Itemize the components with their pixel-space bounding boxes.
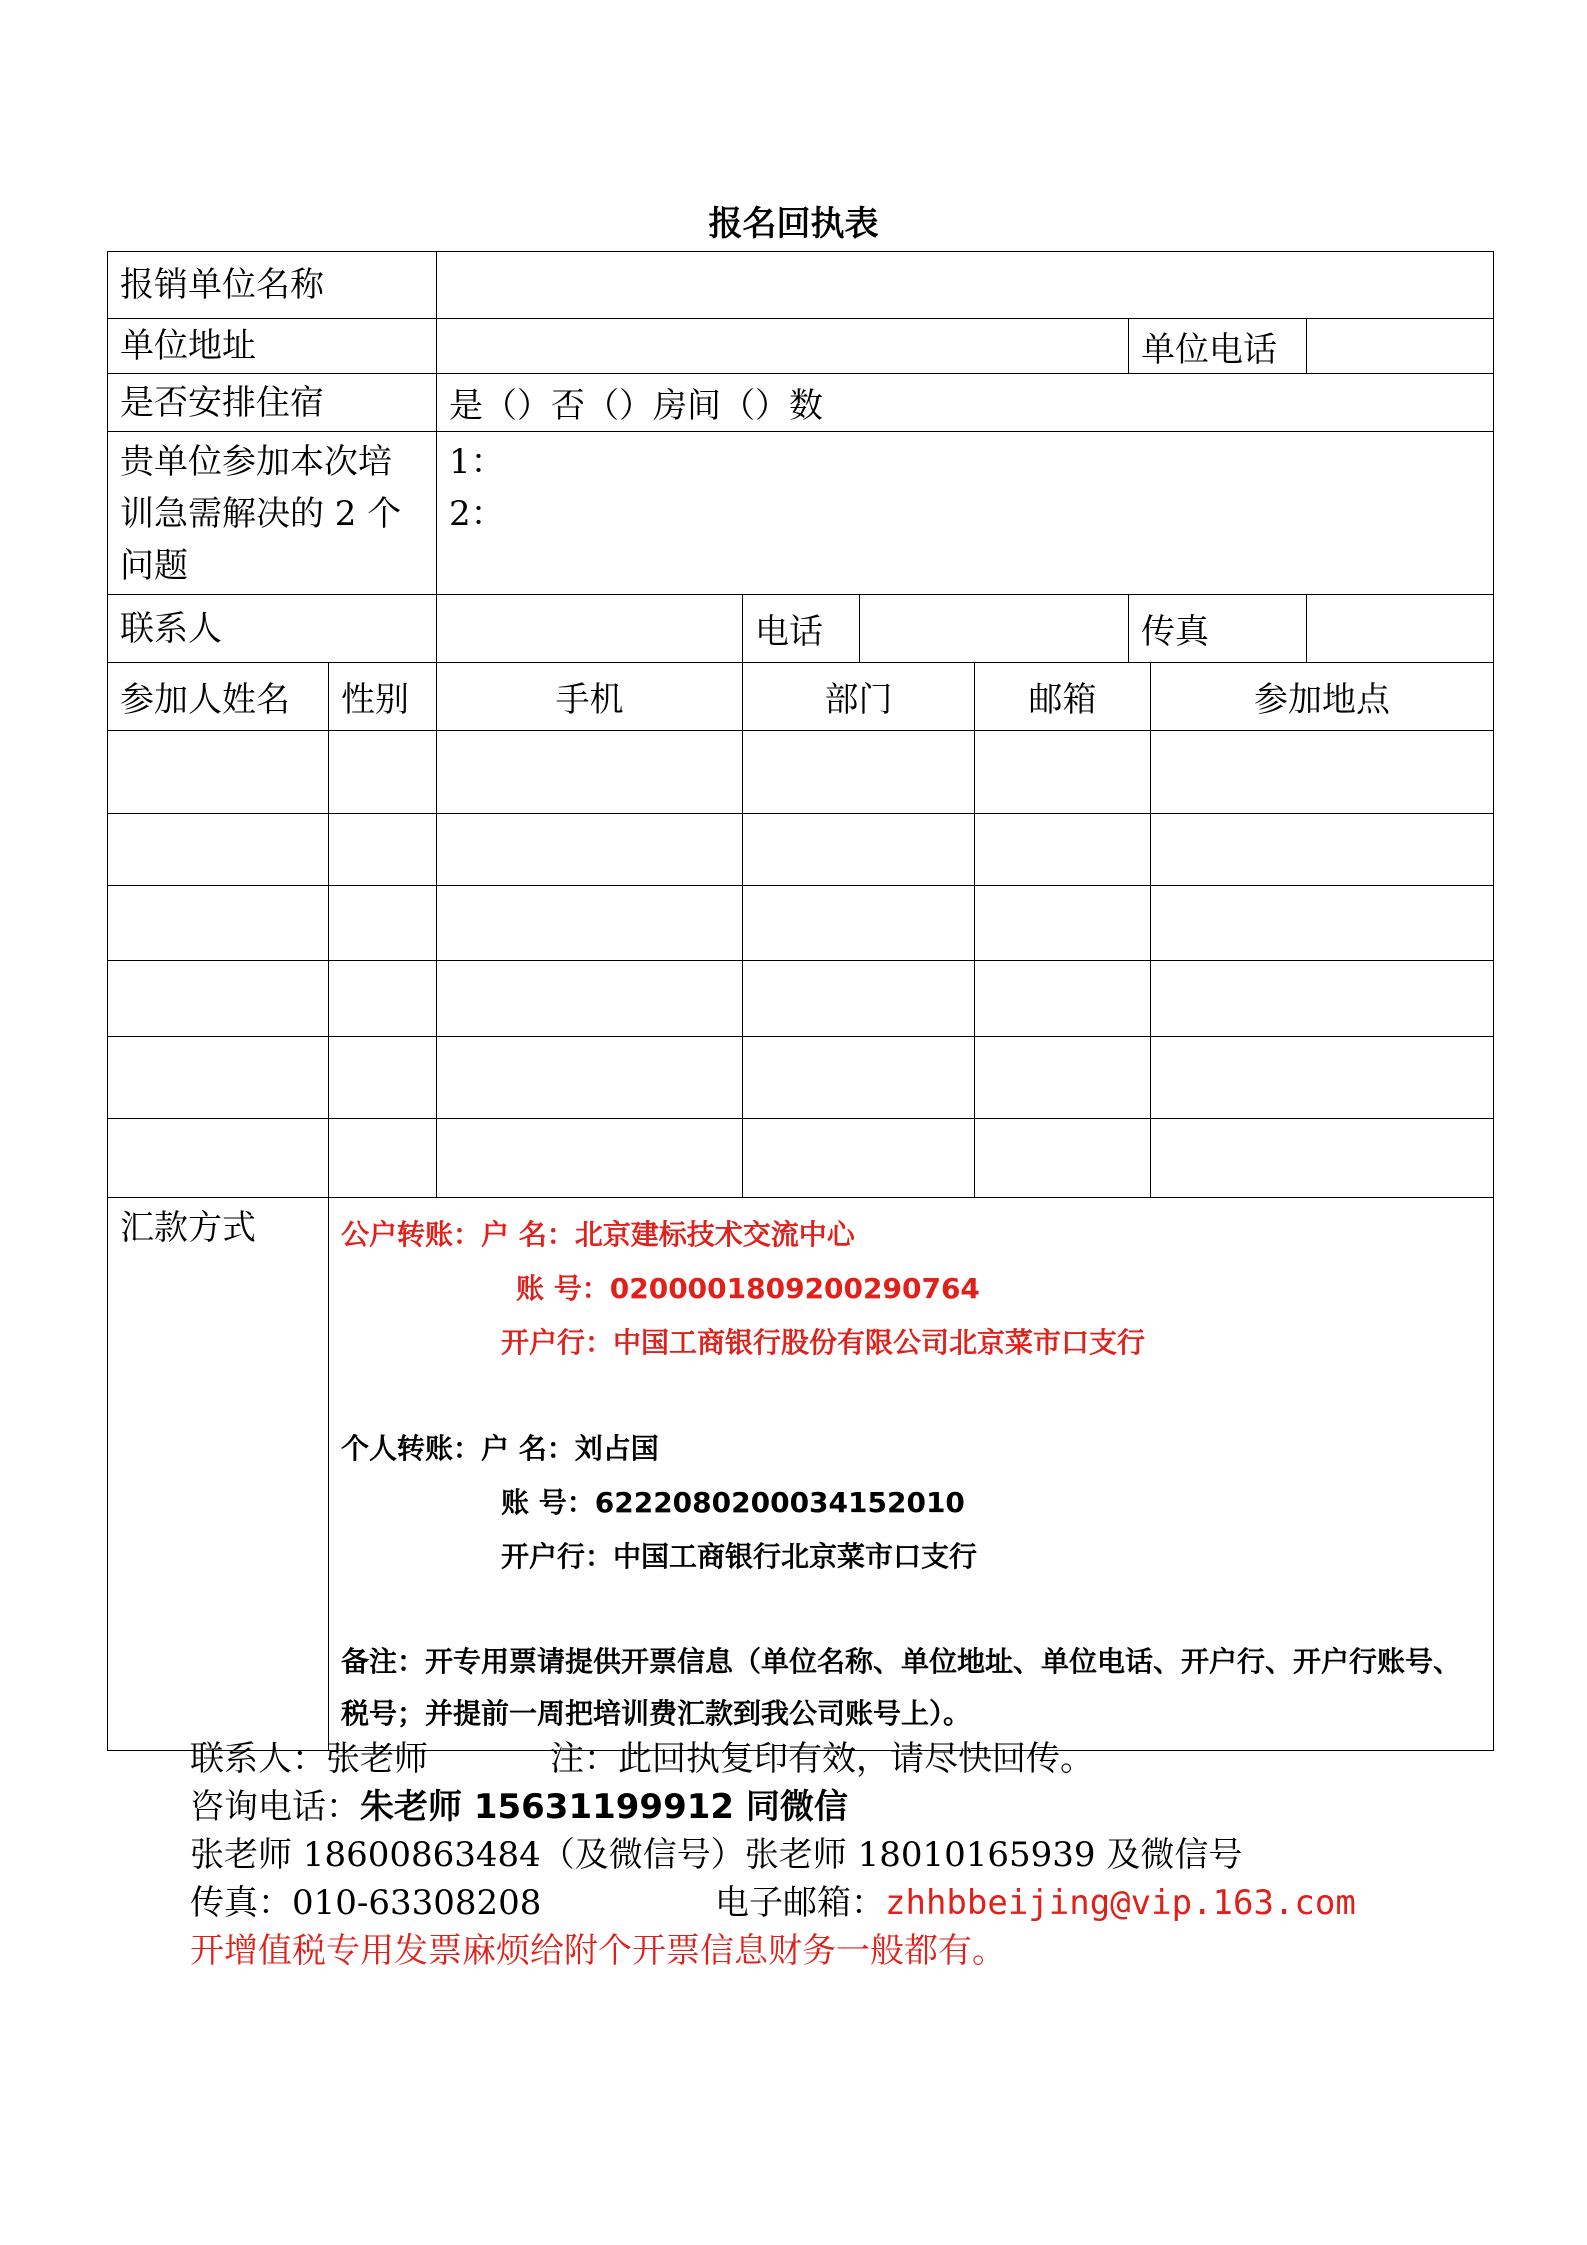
personal-bank: 开户行：中国工商银行北京菜市口支行: [501, 1540, 978, 1573]
issue-1: 1：: [449, 442, 505, 482]
participant-email-cell[interactable]: [975, 814, 1151, 886]
unit-name-row: [108, 252, 1494, 319]
personal-prefix: 个人转账：: [341, 1432, 482, 1465]
participants-header-row: [108, 663, 1494, 731]
participant-name-cell[interactable]: [108, 731, 329, 814]
participant-department-cell[interactable]: [743, 1119, 975, 1198]
unit-phone-label: 单位电话: [1129, 319, 1307, 374]
header-gender: 性别: [329, 663, 437, 731]
header-department: 部门: [743, 663, 975, 731]
participant-mobile-cell[interactable]: [437, 961, 743, 1037]
header-location: 参加地点: [1151, 663, 1494, 731]
footer-contact-line: [190, 1735, 1490, 1783]
personal-account: 账 号：6222080200034152010: [501, 1486, 965, 1519]
footer-vat-note: 开增值税专用发票麻烦给附个开票信息财务一般都有。: [190, 1931, 1006, 1971]
participant-department-cell[interactable]: [743, 886, 975, 961]
participant-name-cell[interactable]: [108, 1119, 329, 1198]
footer-email[interactable]: zhhbbeijing@vip.163.com: [885, 1883, 1356, 1923]
participant-gender-cell[interactable]: [329, 961, 437, 1037]
participant-email-cell[interactable]: [975, 731, 1151, 814]
footer-other-phones: 张老师 18600863484（及微信号）张老师 18010165939 及微信号: [190, 1835, 1243, 1875]
footer-fax: 传真：010-63308208: [190, 1883, 542, 1923]
table-row: [108, 886, 1494, 961]
participant-name-cell[interactable]: [108, 814, 329, 886]
phone-field[interactable]: [860, 595, 1129, 663]
header-name: 参加人姓名: [108, 663, 329, 731]
participant-location-cell[interactable]: [1151, 1119, 1494, 1198]
phone-label: 电话: [743, 595, 860, 663]
participant-department-cell[interactable]: [743, 814, 975, 886]
table-row: [108, 731, 1494, 814]
footer-fax-email-line: [190, 1879, 1490, 1927]
unit-address-label: 单位地址: [108, 319, 437, 374]
footer-consult-main: 朱老师 15631199912 同微信: [360, 1787, 848, 1827]
participant-mobile-cell[interactable]: [437, 814, 743, 886]
personal-name: 户 名：刘占国: [481, 1432, 659, 1465]
participant-email-cell[interactable]: [975, 886, 1151, 961]
participant-gender-cell[interactable]: [329, 886, 437, 961]
fax-label: 传真: [1129, 595, 1307, 663]
participant-email-cell[interactable]: [975, 961, 1151, 1037]
participant-mobile-cell[interactable]: [437, 1037, 743, 1119]
table-row: [108, 961, 1494, 1037]
participant-location-cell[interactable]: [1151, 731, 1494, 814]
payment-row: [108, 1198, 1494, 1751]
participant-gender-cell[interactable]: [329, 814, 437, 886]
lodging-label: 是否安排住宿: [108, 374, 437, 432]
participant-department-cell[interactable]: [743, 1037, 975, 1119]
table-row: [108, 1037, 1494, 1119]
invoice-note: 备注：开专用票请提供开票信息（单位名称、单位地址、单位电话、开户行、开户行账号、税号；并提前一周把培训费汇款到我公司账号上）。: [341, 1645, 1462, 1730]
corporate-name: 户 名：北京建标技术交流中心: [481, 1218, 855, 1251]
participant-gender-cell[interactable]: [329, 731, 437, 814]
participant-location-cell[interactable]: [1151, 886, 1494, 961]
personal-name-line: [341, 1422, 1481, 1476]
issues-row: [108, 432, 1494, 595]
lodging-row: [108, 374, 1494, 432]
fax-field[interactable]: [1307, 595, 1494, 663]
participant-email-cell[interactable]: [975, 1037, 1151, 1119]
footer-consult-prefix: 咨询电话：: [190, 1787, 360, 1827]
participant-department-cell[interactable]: [743, 731, 975, 814]
unit-name-field[interactable]: [437, 252, 1494, 319]
unit-phone-field[interactable]: [1307, 319, 1494, 374]
issue-2: 2：: [449, 494, 505, 534]
participant-mobile-cell[interactable]: [437, 731, 743, 814]
corporate-bank: 开户行：中国工商银行股份有限公司北京菜市口支行: [501, 1326, 1146, 1359]
payment-details: [329, 1198, 1494, 1751]
unit-address-row: [108, 319, 1494, 374]
contact-row: [108, 595, 1494, 663]
corporate-name-line: [341, 1208, 1481, 1262]
participant-name-cell[interactable]: [108, 886, 329, 961]
unit-name-label: 报销单位名称: [108, 252, 437, 319]
payment-label: 汇款方式: [108, 1198, 329, 1751]
issues-field[interactable]: [437, 432, 1494, 595]
unit-address-field[interactable]: [437, 319, 1129, 374]
lodging-options[interactable]: 是（）否（）房间（）数: [437, 374, 1494, 432]
participant-department-cell[interactable]: [743, 961, 975, 1037]
participant-gender-cell[interactable]: [329, 1119, 437, 1198]
table-row: [108, 814, 1494, 886]
participant-mobile-cell[interactable]: [437, 1119, 743, 1198]
participant-gender-cell[interactable]: [329, 1037, 437, 1119]
contact-field[interactable]: [437, 595, 743, 663]
participant-location-cell[interactable]: [1151, 814, 1494, 886]
page-title: 报名回执表: [708, 204, 879, 244]
participant-email-cell[interactable]: [975, 1119, 1151, 1198]
header-email: 邮箱: [975, 663, 1151, 731]
participant-name-cell[interactable]: [108, 1037, 329, 1119]
contact-label: 联系人: [108, 595, 437, 663]
corporate-account: 账 号：0200001809200290764: [516, 1272, 980, 1305]
footer-contact: 联系人：张老师: [190, 1739, 428, 1779]
registration-form-table: [107, 251, 1494, 1751]
footer-copy-note: 注：此回执复印有效，请尽快回传。: [550, 1739, 1094, 1779]
footer-info: [190, 1735, 1490, 1975]
participant-location-cell[interactable]: [1151, 961, 1494, 1037]
issues-label: 贵单位参加本次培训急需解决的 2 个问题: [108, 432, 437, 595]
participant-location-cell[interactable]: [1151, 1037, 1494, 1119]
participant-name-cell[interactable]: [108, 961, 329, 1037]
footer-consult-line: [190, 1783, 1490, 1831]
corporate-prefix: 公户转账：: [341, 1218, 482, 1251]
footer-email-label: 电子邮箱：: [715, 1883, 885, 1923]
header-mobile: 手机: [437, 663, 743, 731]
table-row: [108, 1119, 1494, 1198]
participant-mobile-cell[interactable]: [437, 886, 743, 961]
